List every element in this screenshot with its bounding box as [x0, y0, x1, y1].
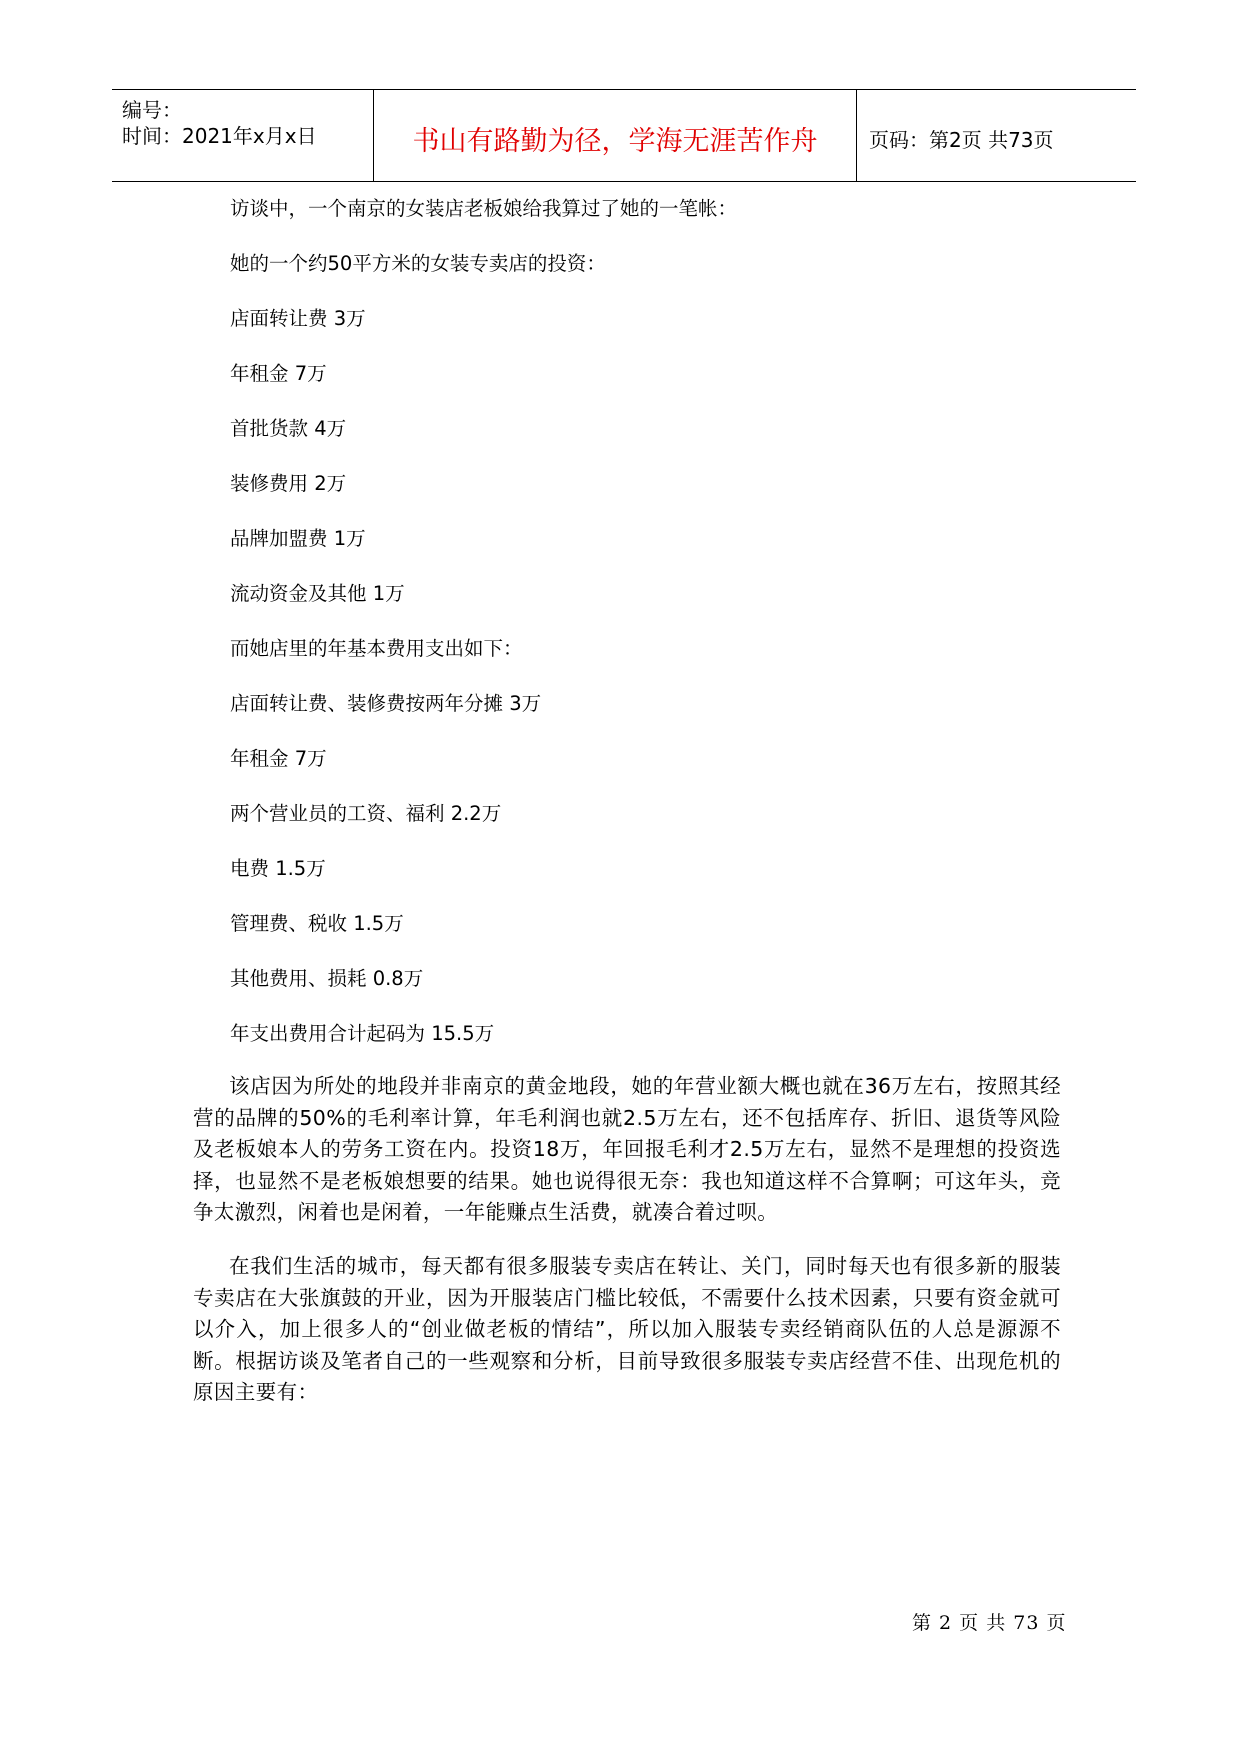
header-motto: 书山有路勤为径，学海无涯苦作舟 — [412, 126, 818, 157]
header-left-cell — [112, 90, 374, 181]
body-line: 年租金 7万 — [230, 362, 327, 385]
page-header — [112, 89, 1136, 182]
body-paragraph: 在我们生活的城市，每天都有很多服装专卖店在转让、关门，同时每天也有很多新的服装专卖店在大张旗鼓的开业，因为开服装店门槛比较低，不需要什么技术因素，只要有资金就可以介入，加上很多人的“创业做老板的情结”，所以加入服装专卖经销商队伍的人总是源源不断。根据访谈及笔者自己的一些观察和分析，目前导致很多服装专卖店经营不佳、出现危机的原因主要有： — [193, 1254, 1061, 1404]
body-line: 店面转让费 3万 — [230, 307, 366, 330]
body-line: 流动资金及其他 1万 — [230, 582, 405, 605]
body-line: 而她店里的年基本费用支出如下： — [230, 637, 523, 660]
header-middle-cell — [374, 90, 857, 181]
body-line: 管理费、税收 1.5万 — [230, 912, 404, 935]
body-line: 品牌加盟费 1万 — [230, 527, 366, 550]
time-label: 时间：2021年x月x日 — [122, 124, 317, 148]
body-line: 年租金 7万 — [230, 747, 327, 770]
body-line: 访谈中，一个南京的女装店老板娘给我算过了她的一笔帐： — [230, 197, 738, 220]
header-right-cell — [857, 90, 1136, 181]
body-line: 她的一个约50平方米的女装专卖店的投资： — [230, 252, 606, 275]
body-line: 装修费用 2万 — [230, 472, 347, 495]
body-line: 其他费用、损耗 0.8万 — [230, 967, 424, 990]
body-line: 首批货款 4万 — [230, 417, 347, 440]
header-page-code: 页码：第2页 共73页 — [869, 128, 1054, 152]
body-line: 电费 1.5万 — [230, 857, 326, 880]
body-line: 店面转让费、装修费按两年分摊 3万 — [230, 692, 542, 715]
serial-number-label: 编号： — [122, 98, 182, 122]
page-footer: 第 2 页 共 73 页 — [912, 1612, 1067, 1634]
body-line: 年支出费用合计起码为 15.5万 — [230, 1022, 495, 1045]
body-paragraph: 该店因为所处的地段并非南京的黄金地段，她的年营业额大概也就在36万左右，按照其经营的品牌的50%的毛利率计算，年毛利润也就2.5万左右，还不包括库存、折旧、退货等风险及老板娘本人的劳务工资在内。投资18万，年回报毛利才2.5万左右，显然不是理想的投资选择，也显然不是老板娘想要的结果。她也说得很无奈：我也知道这样不合算啊；可这年头，竞争太激烈，闲着也是闲着，一年能赚点生活费，就凑合着过呗。 — [193, 1074, 1061, 1224]
body-line: 两个营业员的工资、福利 2.2万 — [230, 802, 502, 825]
